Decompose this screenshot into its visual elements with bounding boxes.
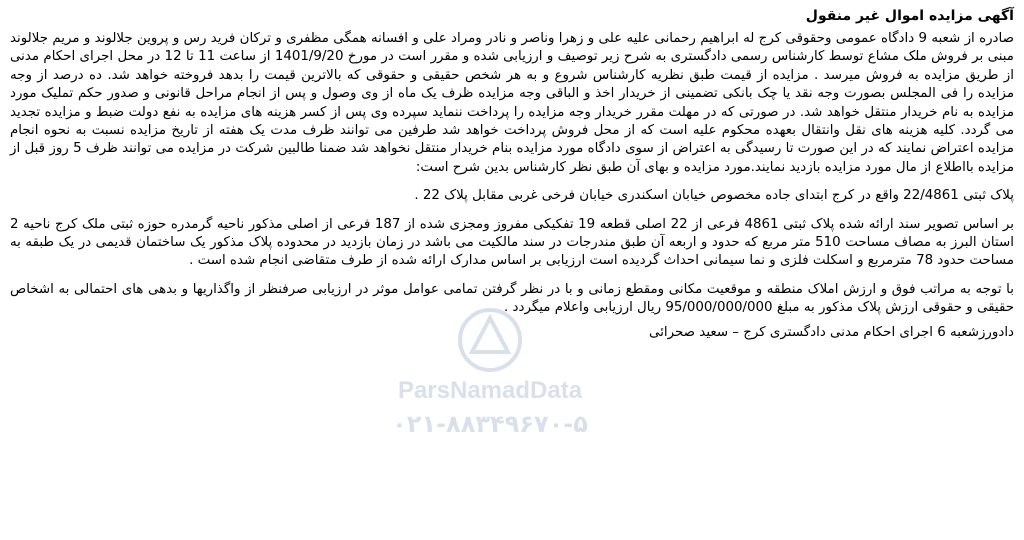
valuation-paragraph: با توجه به مراتب فوق و ارزش املاک منطقه و موقعیت مکانی ومقطع زمانی و با در نظر گرفتن تمامی عوامل موثر در ارزیابی صرفنظر از واگذاریها و بدهی های احتمالی به اشخاص حقیقی و حقوقی ارزش پلاک مذکور به مبلغ 95/000/000/000 ریال ارزیابی واعلام میگردد .	[10, 281, 1014, 316]
property-plate-paragraph: پلاک ثبتی 22/4861 واقع در کرج ابتدای جاده مخصوص خیابان اسکندری خیابان فرخی غربی مقابل پلاک 22 .	[414, 188, 1014, 204]
watermark-phone-text: ۰۲۱-۸۸۳۴۹۶۷۰-۵	[392, 410, 588, 438]
watermark-brand-text: ParsNamadData	[397, 377, 583, 404]
notice-title: آگهی مزایده اموال غیر منقول	[805, 8, 1014, 24]
property-description-paragraph: بر اساس تصویر سند ارائه شده پلاک ثبتی 4861 فرعی از 22 اصلی قطعه 19 تفکیکی مفروز ومجزی شده از 187 فرعی از اصلی مذکور ناحیه گرمدره حوزه ثبتی ملک کرج ناحیه 2 استان البرز به مصاف مساحت 510 متر مربع که حدود و اربعه آن طبق مندرجات در سند مالکیت می باشد در زمان بازدید در محدوده پلاک مذکور یک ساختمان قدیمی در یک طبقه به مساحت حدود 78 مترمربع و اسکلت فلزی و نما سیمانی احداث گردیده است ارزیابی بر اساس مدارک ارائه شده از طرف متقاضی انجام شده است .	[10, 216, 1014, 269]
spacer	[10, 177, 1014, 187]
spacer	[10, 271, 1014, 281]
signature-line: دادورزشعبه 6 اجرای احکام مدنی دادگستری کرج – سعید صحرائی	[649, 324, 1014, 340]
spacer	[10, 206, 1014, 216]
notice-intro-paragraph: صادره از شعبه 9 دادگاه عمومی وحقوقی کرج له ابراهیم رحمانی علیه علی و زهرا وناصر و نادر ومراد علی و افسانه همگی مظفری و ترکان فرید رس و پروین جلالوند و مریم جلالوند مبنی بر فروش ملک مشاع توسط کارشناس رسمی دادگستری به شرح زیر توصیف و ارزیابی شده و مقرر است در مورخ 1401/9/20 از ساعت 11 تا 12 در محل اجرای احکام مدنی از طریق مزایده به فروش میرسد . مزایده از قیمت طبق نظریه کارشناس شروع و به هر شخص حقیقی و حقوقی که بالاترین قیمت را بدهد فروخته خواهد شد. ده درصد از وجه مزایده را فی المجلس بصورت وجه نقد یا چک بانکی تضمینی از خریدار اخذ و الباقی وجه مزایده ظرف یک ماه از وی وصول و پس از انجام مراحل قانونی و صدور حکم تملیک مورد مزایده به نام خریدار منتقل خواهد شد. در صورتی که در مهلت مقرر خریدار وجه مزایده را پرداخت ننماید سپرده وی پس از کسر هزینه های مزایده به نفع دولت ضبط و مزایده تجدید می گردد. کلیه هزینه های نقل وانتقال بعهده محکوم علیه است که از محل فروش پرداخت خواهد شد طرفین می توانند ظرف مدت یک هفته از تاریخ مزایده نسبت به نحوه انجام مزایده اعتراض نمایند که در این صورت تا رسیدگی به اعتراض از سوی دادگاه مورد مزایده بنام خریدار منتقل نخواهد شد ضمنا طالبین شرکت در مزایده می توانند ظرف 5 روز قبل از مزایده بااطلاع از مال مورد مزایده بازدید نمایند.مورد مزایده و بهای آن طبق نظر کارشناس بدین شرح است:	[10, 31, 1014, 175]
